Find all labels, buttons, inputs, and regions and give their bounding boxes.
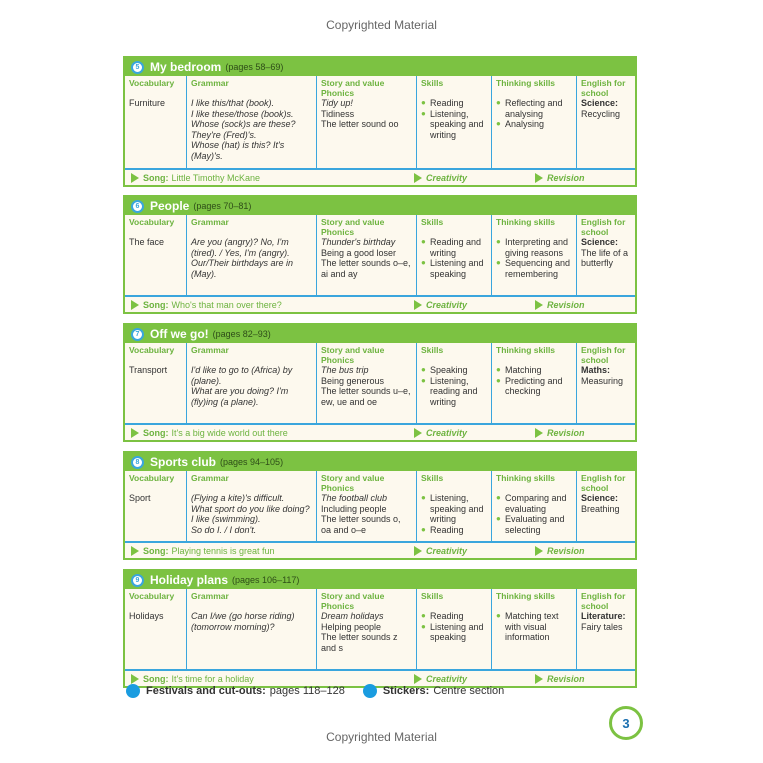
skills-item — [421, 376, 488, 408]
skills-text: Listening and speaking — [430, 258, 484, 279]
column-thinking — [492, 589, 577, 669]
unit-footer — [125, 170, 635, 185]
bullet-circle-icon — [363, 684, 377, 698]
bullet-dot-icon: ● — [496, 365, 501, 374]
column-header: Thinking skills — [496, 217, 556, 227]
bullet-dot-icon: ● — [496, 98, 501, 107]
column-header: Story and value Phonics — [321, 473, 385, 493]
column-header: Story and value Phonics — [321, 345, 385, 365]
song-title: Playing tennis is great fun — [171, 545, 275, 556]
column-skills — [417, 471, 492, 541]
column-story — [317, 343, 417, 423]
bullet-dot-icon: ● — [421, 258, 426, 267]
column-english — [577, 215, 635, 295]
column-header: Vocabulary — [129, 591, 175, 601]
bullet-dot-icon: ● — [421, 365, 426, 374]
unit-table — [125, 215, 635, 297]
unit-number-badge: 9 — [131, 574, 144, 587]
story-line: The football club — [321, 493, 388, 503]
flag-icon — [131, 300, 139, 310]
grammar-line: What sport do you like doing? I like (swimming). — [191, 503, 310, 524]
vocabulary-topic: Transport — [129, 365, 168, 375]
english-subject: Science: — [581, 493, 619, 503]
creativity-label — [414, 298, 467, 311]
grammar-line: I like this/that (book). — [191, 98, 275, 108]
bullet-dot-icon: ● — [496, 514, 501, 523]
column-header: Skills — [421, 217, 444, 227]
column-header: Skills — [421, 345, 444, 355]
skills-text: Reading — [430, 611, 464, 621]
column-header: Thinking skills — [496, 78, 556, 88]
english-topic: Measuring — [581, 375, 624, 386]
skills-item — [421, 109, 488, 141]
thinking-item — [496, 611, 573, 643]
bullet-dot-icon: ● — [496, 258, 501, 267]
unit-footer — [125, 297, 635, 312]
story-line: The letter sounds z and s — [321, 632, 398, 653]
vocabulary-topic: Furniture — [129, 98, 166, 108]
grammar-line: Whose (sock)s are these? — [191, 119, 296, 129]
column-vocabulary — [125, 471, 187, 541]
unit-footer — [125, 543, 635, 558]
skills-item — [421, 258, 488, 279]
column-skills — [417, 76, 492, 168]
unit-table — [125, 471, 635, 543]
bullet-dot-icon: ● — [421, 524, 426, 534]
column-header: Story and value Phonics — [321, 591, 385, 611]
creativity-text: Creativity — [426, 545, 468, 556]
thinking-item — [496, 493, 573, 514]
column-grammar — [187, 76, 317, 168]
thinking-text: Matching text with visual information — [505, 611, 559, 642]
skills-text: Listening and speaking — [430, 621, 484, 642]
unit-header — [125, 197, 635, 215]
column-header: Thinking skills — [496, 473, 556, 483]
skills-item — [421, 622, 488, 643]
english-subject: Science: — [581, 98, 619, 108]
story-line: The letter sounds o, oa and o–e — [321, 514, 401, 535]
unit-header — [125, 58, 635, 76]
flag-icon — [535, 546, 543, 556]
song-title: It's a big wide world out there — [171, 427, 288, 438]
vocabulary-topic: Holidays — [129, 611, 164, 621]
english-topic: Breathing — [581, 503, 620, 514]
column-header: Grammar — [191, 78, 229, 88]
column-story — [317, 76, 417, 168]
festivals-pages: pages 118–128 — [269, 685, 345, 697]
unit-title: My bedroom — [150, 60, 222, 74]
column-english — [577, 589, 635, 669]
column-story — [317, 471, 417, 541]
grammar-line: I'd like to go to (Africa) by (plane). — [191, 365, 293, 386]
bullet-dot-icon: ● — [421, 237, 426, 246]
thinking-item — [496, 237, 573, 258]
vocabulary-topic: The face — [129, 237, 165, 247]
thinking-text: Interpreting and giving reasons — [505, 237, 569, 258]
unit-footer — [125, 425, 635, 440]
unit-title: Holiday plans — [150, 573, 229, 587]
unit-title: Off we go! — [150, 327, 209, 341]
story-line: The letter sounds o–e, ai and ay — [321, 258, 411, 279]
column-header: Grammar — [191, 345, 229, 355]
column-header: Vocabulary — [129, 217, 175, 227]
column-english — [577, 76, 635, 168]
column-thinking — [492, 343, 577, 423]
flag-icon — [131, 674, 139, 684]
flag-icon — [535, 173, 543, 183]
column-header: Skills — [421, 591, 444, 601]
revision-label — [535, 426, 585, 439]
unit-number-badge: 6 — [131, 200, 144, 213]
unit-table — [125, 589, 635, 671]
column-header: Skills — [421, 473, 444, 483]
stickers-label: Stickers: — [382, 685, 430, 697]
column-skills — [417, 589, 492, 669]
column-header: Skills — [421, 78, 444, 88]
skills-item — [421, 365, 488, 376]
unit-header — [125, 571, 635, 589]
song-label: Song: — [143, 172, 169, 183]
grammar-line: What are you doing? I'm (fly)ing (a plane). — [191, 386, 289, 407]
bullet-dot-icon: ● — [496, 493, 501, 502]
skills-item — [421, 525, 488, 536]
skills-item — [421, 493, 488, 525]
song-title: Who's that man over there? — [171, 299, 282, 310]
flag-icon — [414, 300, 422, 310]
column-header: Thinking skills — [496, 345, 556, 355]
grammar-line: So do I. / I don't. — [191, 524, 257, 535]
english-subject: Literature: — [581, 611, 626, 621]
column-header: Vocabulary — [129, 78, 175, 88]
unit-pages: (pages 106–117) — [232, 575, 300, 585]
unit-title: Sports club — [150, 455, 217, 469]
song-line — [131, 171, 260, 184]
story-line: Being generous — [321, 375, 385, 386]
creativity-label — [414, 426, 467, 439]
grammar-line: (Flying a kite)'s difficult. — [191, 493, 285, 503]
bullet-dot-icon: ● — [421, 98, 426, 107]
vocabulary-topic: Sport — [129, 493, 151, 503]
song-label: Song: — [143, 427, 169, 438]
creativity-text: Creativity — [426, 172, 468, 183]
thinking-text: Analysing — [505, 119, 545, 129]
column-header: Vocabulary — [129, 473, 175, 483]
story-line: Dream holidays — [321, 611, 384, 621]
unit-table — [125, 343, 635, 425]
extras-line — [126, 684, 504, 698]
thinking-item — [496, 365, 573, 376]
column-grammar — [187, 589, 317, 669]
grammar-line: I like these/those (book)s. — [191, 108, 294, 119]
bullet-dot-icon: ● — [421, 108, 426, 118]
skills-text: Reading — [430, 98, 464, 108]
story-line: The bus trip — [321, 365, 369, 375]
skills-text: Listening, reading and writing — [430, 375, 478, 407]
unit-number-badge: 5 — [131, 61, 144, 74]
bullet-dot-icon: ● — [421, 493, 426, 502]
revision-label — [535, 171, 585, 184]
english-topic: Fairy tales — [581, 621, 623, 632]
skills-text: Reading — [430, 524, 464, 535]
song-title: Little Timothy McKane — [171, 172, 261, 183]
creativity-text: Creativity — [426, 427, 468, 438]
unit-pages: (pages 82–93) — [212, 329, 271, 339]
column-header: English for school — [581, 217, 626, 237]
column-skills — [417, 215, 492, 295]
thinking-text: Evaluating and selecting — [505, 514, 565, 535]
column-header: Grammar — [191, 217, 229, 227]
column-header: English for school — [581, 473, 626, 493]
skills-text: Reading and writing — [430, 237, 482, 258]
english-subject: Science: — [581, 237, 619, 247]
skills-item — [421, 98, 488, 109]
column-english — [577, 471, 635, 541]
stickers-location: Centre section — [433, 685, 505, 697]
column-header: Story and value Phonics — [321, 78, 385, 98]
column-grammar — [187, 215, 317, 295]
column-header: English for school — [581, 591, 626, 611]
copyright-top: Copyrighted Material — [326, 18, 437, 32]
thinking-text: Reflecting and analysing — [505, 98, 563, 119]
story-line: The letter sounds u–e, ew, ue and oe — [321, 386, 411, 407]
unit-header — [125, 325, 635, 343]
thinking-item — [496, 258, 573, 279]
bullet-dot-icon: ● — [421, 611, 426, 620]
revision-text: Revision — [547, 545, 585, 556]
column-story — [317, 589, 417, 669]
column-header: English for school — [581, 78, 626, 98]
bullet-dot-icon: ● — [496, 237, 501, 246]
bullet-dot-icon: ● — [496, 611, 501, 620]
grammar-line: Can I/we (go horse riding) (tomorrow morning)? — [191, 611, 295, 632]
bullet-dot-icon: ● — [421, 375, 426, 385]
thinking-item — [496, 119, 573, 130]
column-english — [577, 343, 635, 423]
creativity-text: Creativity — [426, 673, 468, 684]
flag-icon — [414, 173, 422, 183]
page-number: 3 — [609, 706, 643, 740]
festivals-label: Festivals and cut-outs: — [146, 685, 266, 697]
skills-text: Listening, speaking and writing — [430, 108, 484, 140]
flag-icon — [131, 173, 139, 183]
skills-text: Speaking — [430, 365, 468, 375]
revision-label — [535, 298, 585, 311]
thinking-text: Sequencing and remembering — [505, 258, 571, 279]
english-topic: Recycling — [581, 108, 621, 119]
column-thinking — [492, 215, 577, 295]
song-line — [131, 426, 288, 439]
thinking-text: Predicting and checking — [505, 375, 563, 396]
flag-icon — [131, 546, 139, 556]
column-vocabulary — [125, 215, 187, 295]
unit-block — [123, 323, 637, 442]
revision-label — [535, 672, 585, 685]
song-line — [131, 298, 282, 311]
story-line: Including people — [321, 503, 387, 514]
unit-pages: (pages 70–81) — [193, 201, 252, 211]
revision-text: Revision — [547, 427, 585, 438]
copyright-bottom: Copyrighted Material — [326, 730, 437, 744]
song-label: Song: — [143, 299, 169, 310]
skills-item — [421, 611, 488, 622]
unit-block — [123, 569, 637, 688]
unit-pages: (pages 58–69) — [225, 62, 284, 72]
unit-number-badge: 7 — [131, 328, 144, 341]
column-grammar — [187, 471, 317, 541]
column-header: English for school — [581, 345, 626, 365]
thinking-item — [496, 514, 573, 535]
revision-text: Revision — [547, 299, 585, 310]
bullet-circle-icon — [126, 684, 140, 698]
grammar-line: Our/Their birthdays are in (May). — [191, 258, 294, 279]
unit-block — [123, 195, 637, 314]
song-line — [131, 544, 275, 557]
column-grammar — [187, 343, 317, 423]
flag-icon — [414, 428, 422, 438]
song-label: Song: — [143, 673, 169, 684]
column-vocabulary — [125, 76, 187, 168]
column-thinking — [492, 471, 577, 541]
flag-icon — [131, 428, 139, 438]
story-line: Being a good loser — [321, 247, 397, 258]
flag-icon — [535, 300, 543, 310]
thinking-text: Matching — [505, 365, 542, 375]
story-line: Tidiness — [321, 108, 355, 119]
skills-item — [421, 237, 488, 258]
story-line: The letter sound oo — [321, 119, 399, 129]
flag-icon — [535, 674, 543, 684]
song-title: It's time for a holiday — [171, 673, 254, 684]
column-vocabulary — [125, 589, 187, 669]
unit-block — [123, 451, 637, 560]
bullet-dot-icon: ● — [496, 375, 501, 385]
column-skills — [417, 343, 492, 423]
flag-icon — [414, 546, 422, 556]
story-line: Helping people — [321, 621, 382, 632]
story-line: Thunder's birthday — [321, 237, 396, 247]
english-subject: Maths: — [581, 365, 610, 375]
unit-header — [125, 453, 635, 471]
flag-icon — [535, 428, 543, 438]
column-header: Vocabulary — [129, 345, 175, 355]
thinking-item — [496, 98, 573, 119]
thinking-text: Comparing and evaluating — [505, 493, 567, 514]
column-story — [317, 215, 417, 295]
bullet-dot-icon: ● — [421, 621, 426, 631]
unit-title: People — [150, 199, 190, 213]
skills-text: Listening, speaking and writing — [430, 493, 484, 524]
unit-pages: (pages 94–105) — [220, 457, 284, 467]
grammar-line: Are you (angry)? No, I'm (tired). / Yes, I'm (angry). — [191, 237, 290, 258]
revision-text: Revision — [547, 673, 585, 684]
creativity-label — [414, 544, 467, 557]
flag-icon — [414, 674, 422, 684]
song-label: Song: — [143, 545, 169, 556]
unit-number-badge: 8 — [131, 456, 144, 469]
english-topic: The life of a butterfly — [581, 247, 629, 268]
unit-block — [123, 56, 637, 187]
column-vocabulary — [125, 343, 187, 423]
revision-label — [535, 544, 585, 557]
column-header: Thinking skills — [496, 591, 556, 601]
unit-table — [125, 76, 635, 170]
column-header: Grammar — [191, 473, 229, 483]
column-thinking — [492, 76, 577, 168]
column-header: Story and value Phonics — [321, 217, 385, 237]
column-header: Grammar — [191, 591, 229, 601]
creativity-text: Creativity — [426, 299, 468, 310]
creativity-label — [414, 171, 467, 184]
bullet-dot-icon: ● — [496, 119, 501, 128]
thinking-item — [496, 376, 573, 397]
revision-text: Revision — [547, 172, 585, 183]
grammar-line: Whose (hat) is this? It's (May)'s. — [191, 140, 285, 161]
grammar-line: They're (Fred)'s. — [191, 129, 257, 140]
story-line: Tidy up! — [321, 98, 353, 108]
